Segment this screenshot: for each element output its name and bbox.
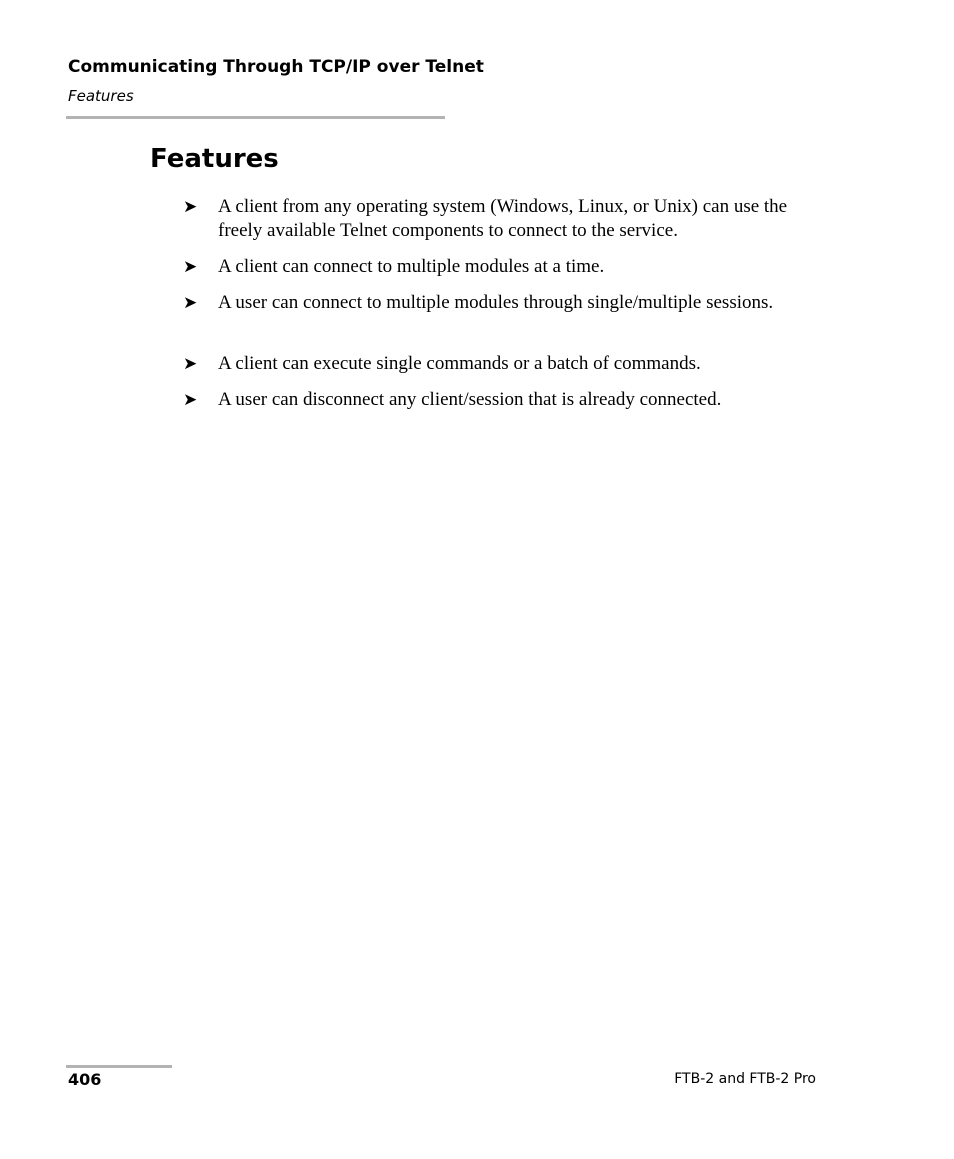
list-item-text: A client can connect to multiple modules at a time.	[218, 256, 605, 277]
arrowhead-bullet-icon: ➤	[183, 354, 198, 374]
arrowhead-bullet-icon: ➤	[183, 390, 198, 410]
section-label: Features	[68, 87, 134, 105]
product-name: FTB-2 and FTB-2 Pro	[674, 1071, 816, 1087]
list-item-text: A client from any operating system (Windows, Linux, or Unix) can use the freely available Telnet components to connect to the service.	[218, 196, 788, 241]
arrowhead-bullet-icon: ➤	[183, 293, 198, 313]
list-item-text: A client can execute single commands or a batch of commands.	[218, 353, 701, 374]
arrowhead-bullet-icon: ➤	[183, 257, 198, 277]
arrowhead-bullet-icon: ➤	[183, 197, 198, 217]
header-divider	[66, 116, 445, 119]
chapter-title: Communicating Through TCP/IP over Telnet	[68, 57, 484, 77]
list-item-text: A user can connect to multiple modules through single/multiple sessions.	[218, 292, 774, 313]
footer-divider	[66, 1065, 172, 1068]
page-title: Features	[150, 144, 279, 174]
page-number: 406	[68, 1070, 102, 1089]
list-item-text: A user can disconnect any client/session that is already connected.	[218, 389, 722, 410]
